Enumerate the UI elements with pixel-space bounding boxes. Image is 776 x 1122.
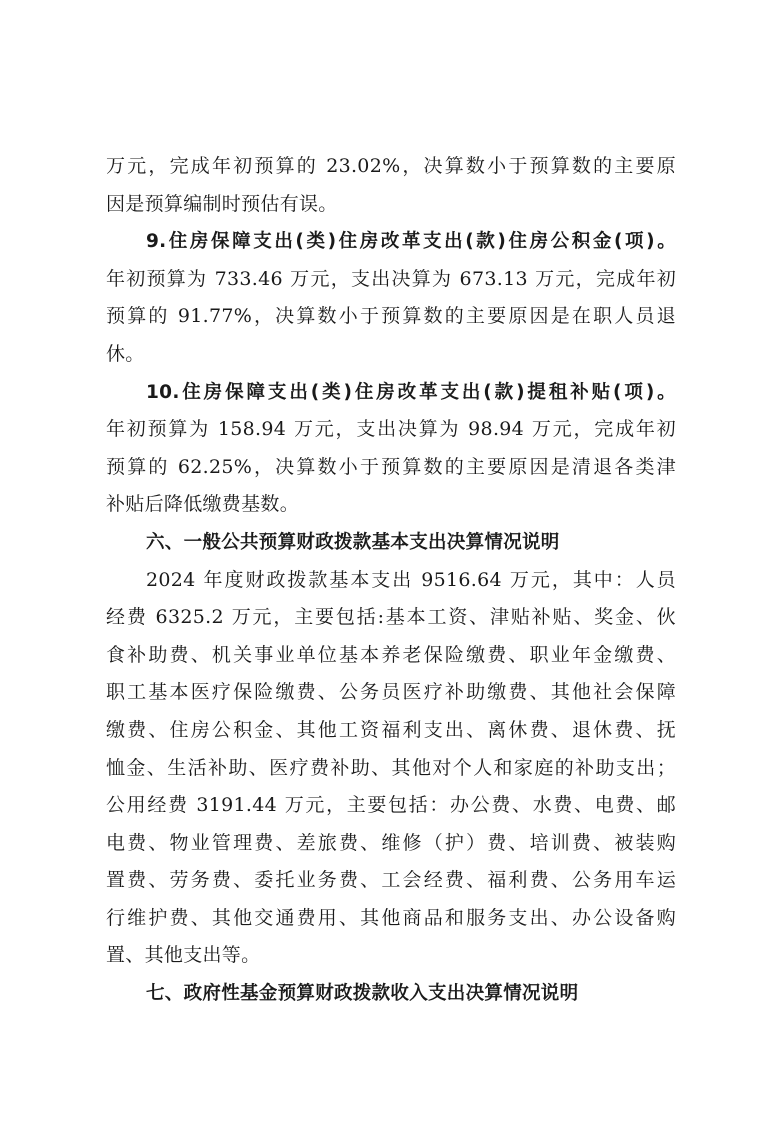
text-line: 预算的 91.77%，决算数小于预算数的主要原因是在职人员退 xyxy=(106,305,676,328)
text-line: 恤金、生活补助、医疗费补助、其他对个人和家庭的补助支出； xyxy=(106,756,676,779)
text-line: 食补助费、机关事业单位基本养老保险缴费、职业年金缴费、 xyxy=(106,643,676,666)
text-line: 职工基本医疗保险缴费、公务员医疗补助缴费、其他社会保障 xyxy=(106,681,676,704)
text-line: 预算的 62.25%，决算数小于预算数的主要原因是清退各类津 xyxy=(106,455,676,478)
text-line: 年初预算为 733.46 万元，支出决算为 673.13 万元，完成年初 xyxy=(106,267,676,290)
text-line: 缴费、住房公积金、其他工资福利支出、离休费、退休费、抚 xyxy=(106,718,676,741)
text-line: 行维护费、其他交通费用、其他商品和服务支出、办公设备购 xyxy=(106,906,676,929)
document-page xyxy=(106,148,676,1013)
item-9-title: 9.住房保障支出(类)住房改革支出(款)住房公积金(项)。 xyxy=(146,231,676,253)
text-line: 因是预算编制时预估有误。 xyxy=(106,192,338,215)
text-line: 补贴后降低缴费基数。 xyxy=(106,493,300,516)
text-line: 置费、劳务费、委托业务费、工会经费、福利费、公务用车运 xyxy=(106,869,676,892)
text-line: 经费 6325.2 万元，主要包括:基本工资、津贴补贴、奖金、伙 xyxy=(106,606,676,629)
text-line: 置、其他支出等。 xyxy=(106,944,261,967)
section-7-heading: 七、政府性基金预算财政拨款收入支出决算情况说明 xyxy=(146,983,579,1005)
text-line: 年初预算为 158.94 万元，支出决算为 98.94 万元，完成年初 xyxy=(106,418,676,441)
text-line: 2024 年度财政拨款基本支出 9516.64 万元，其中：人员 xyxy=(146,568,676,591)
section-6-heading: 六、一般公共预算财政拨款基本支出决算情况说明 xyxy=(146,531,560,553)
text-line: 公用经费 3191.44 万元，主要包括：办公费、水费、电费、邮 xyxy=(106,794,676,817)
item-10-title: 10.住房保障支出(类)住房改革支出(款)提租补贴(项)。 xyxy=(146,381,676,403)
text-line: 休。 xyxy=(106,342,145,365)
text-line: 电费、物业管理费、差旅费、维修（护）费、培训费、被装购 xyxy=(106,831,676,854)
text-line: 万元，完成年初预算的 23.02%，决算数小于预算数的主要原 xyxy=(106,155,676,177)
